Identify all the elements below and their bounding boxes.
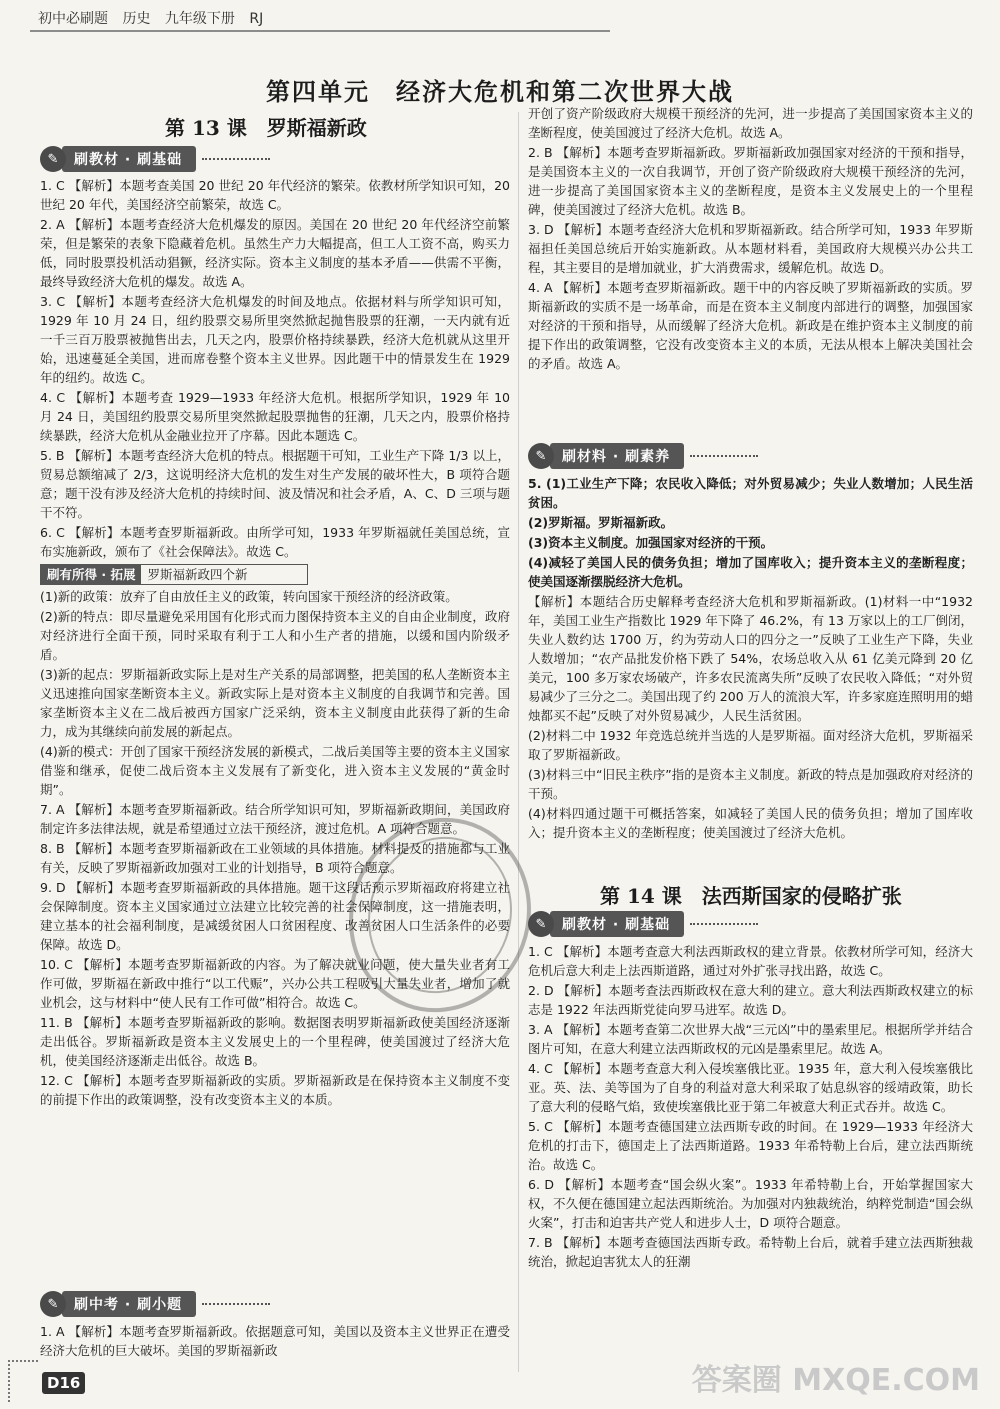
lesson13-title: 第 13 课 罗斯福新政 bbox=[165, 116, 367, 140]
column-divider bbox=[518, 112, 519, 1372]
banner-basic2-label: 刷教材 · 刷基础 bbox=[550, 911, 684, 937]
answer-item: 3. C 【解析】本题考查经济大危机爆发的时间及地点。依据材料与所学知识可知，1929 年 10 月 24 日，纽约股票交易所里突然掀起抛售股票的狂潮，一天内就有近一千三百万股票被抛售出去，几天之内，股票价格持续暴跌，经济大危机就从这里开始，迅速蔓延全美国，进而席卷整个资本主义世界。因此题干中的情景发生在 1929 年的纽约。故选 C。 bbox=[40, 294, 510, 385]
unit-title: 第四单元 经济大危机和第二次世界大战 bbox=[266, 77, 734, 106]
right-column-material bbox=[528, 474, 973, 843]
answer-item: 2. A 【解析】本题考查经济大危机爆发的原因。美国在 20 世纪 20 年代经济空前繁荣，但是繁荣的表象下隐藏着危机。虽然生产力大幅提高，但工人工资不高，购买力低，同时股票投机活动猖獗，经济实际。资本主义制度的基本矛盾——供需不平衡，最终导致经济大危机的爆发。故选 A。 bbox=[40, 217, 510, 289]
expand-tag: 刷有所得 · 拓展 bbox=[41, 565, 141, 584]
answer-item: 2. B 【解析】本题考查罗斯福新政。罗斯福新政加强国家对经济的干预和指导，是美国资本主义的一次自我调节，开创了资产阶级政府大规模干预经济的先河，进一步提高了美国国家资本主义的垄断程度，是资本主义发展史上的一个里程碑，使美国渡过了经济大危机。故选 B。 bbox=[528, 145, 973, 217]
site-watermark: 答案圈 MXQE.COM bbox=[691, 1363, 980, 1398]
answer-item: 1. C 【解析】本题考查美国 20 世纪 20 年代经济的繁荣。依教材所学知识可知，20 世纪 20 年代，美国经济空前繁荣，故选 C。 bbox=[40, 178, 510, 212]
banner-dotted-line bbox=[202, 158, 270, 160]
banner-dotted-line bbox=[690, 923, 758, 925]
answer-item: 8. B 【解析】本题考查罗斯福新政在工业领域的具体措施。材料提及的措施都与工业有关，反映了罗斯福新政加强对工业的计划指导，B 项符合题意。 bbox=[40, 841, 510, 875]
lesson14-title: 第 14 课 法西斯国家的侵略扩张 bbox=[600, 884, 902, 908]
answer-item: 开创了资产阶级政府大规模干预经济的先河，进一步提高了美国国家资本主义的垄断程度，使美国渡过了经济大危机。故选 A。 bbox=[528, 106, 973, 140]
answer-item: 7. A 【解析】本题考查罗斯福新政。结合所学知识可知，罗斯福新政期间，美国政府制定许多法律法规，就是希望通过立法干预经济，渡过危机。A 项符合题意。 bbox=[40, 802, 510, 836]
expand-item: (3)新的起点：罗斯福新政实际上是对生产关系的局部调整，把美国的私人垄断资本主义迅速推向国家垄断资本主义。新政实际上是对资本主义制度的自我调节和完善。国家垄断资本主义在二战后被西方国家广泛采纳，资本主义制度由此获得了新的生命力，成为其继续向前发展的新起点。 bbox=[40, 667, 510, 739]
banner-material bbox=[528, 442, 758, 470]
banner-basic-label: 刷教材 · 刷基础 bbox=[62, 146, 196, 172]
answer-item: 9. D 【解析】本题考查罗斯福新政的具体措施。题干这段话预示罗斯福政府将建立社会保障制度。资本主义国家通过立法建立比较完善的社会保障制度，这一措施表明，建立基本的社会福利制度，是减缓贫困人口贫困程度、改善贫困人口生活条件的必要保障。故选 D。 bbox=[40, 880, 510, 952]
answer-item: 4. C 【解析】本题考查 1929—1933 年经济大危机。根据所学知识，1929 年 10 月 24 日，美国纽约股票交易所里突然掀起股票抛售的狂潮，几天之内，股票价格持续暴跌，经济大危机从金融业拉开了序幕。因此本题选 C。 bbox=[40, 390, 510, 443]
banner-dotted-line bbox=[202, 1303, 270, 1305]
answer-item: 2. D 【解析】本题考查法西斯政权在意大利的建立。意大利法西斯政权建立的标志是 1922 年法西斯党徒向罗马进军。故选 D。 bbox=[528, 983, 973, 1017]
right-column-lesson14 bbox=[528, 942, 973, 1272]
material-answer: (4)减轻了美国人民的债务负担；增加了国库收入；提升资本主义的垄断程度；使美国逐渐摆脱经济大危机。 bbox=[528, 555, 973, 589]
series-name: 初中必刷题 bbox=[38, 11, 108, 27]
pen-icon: ✎ bbox=[528, 443, 554, 469]
material-answer: (3)资本主义制度。加强国家对经济的干预。 bbox=[528, 535, 774, 550]
answer-item: 6. C 【解析】本题考查罗斯福新政。由所学可知，1933 年罗斯福就任美国总统，宣布实施新政，颁布了《社会保障法》。故选 C。 bbox=[40, 525, 510, 559]
material-analysis: 【解析】本题结合历史解释考查经济大危机和罗斯福新政。(1)材料一中“1932 年，美国工业生产指数比 1929 年下降了 46.2%，有 13 万家以上的工厂倒闭，失业人数约达 1700 万，约为劳动人口的四分之一”反映了工业生产下降，失业人数增加；“农产品批发价格下跌了 54%，农场总收入从 61 亿美元降到 20 亿美元，100 多万家农场破产，许多农民流离失所”反映了农民收入降低；“对外贸易减少了三分之二。美国出现了约 200 万人的流浪大军，许多家庭连照明用的蜡烛都买不起”反映了对外贸易减少，人民生活贫困。 bbox=[528, 594, 973, 723]
material-answer: (2)罗斯福。罗斯福新政。 bbox=[528, 515, 674, 530]
material-answer: 5. (1)工业生产下降；农民收入降低；对外贸易减少；失业人数增加；人民生活贫困。 bbox=[528, 476, 973, 510]
right-column-top bbox=[528, 104, 973, 374]
answer-item: 6. D 【解析】本题考查“国会纵火案”。1933 年希特勒上台，开始掌握国家大权，不久便在德国建立起法西斯统治。为加强对内独裁统治，纳粹党制造“国会纵火案”，打击和迫害共产党人和进步人士，D 项符合题意。 bbox=[528, 1177, 973, 1230]
header-rule bbox=[30, 30, 610, 32]
answer-item: 12. C 【解析】本题考查罗斯福新政的实质。罗斯福新政是在保持资本主义制度不变的前提下作出的政策调整，没有改变资本主义的本质。 bbox=[40, 1073, 510, 1107]
banner-exam-label: 刷中考 · 刷小题 bbox=[62, 1291, 196, 1317]
answer-item: 3. A 【解析】本题考查第二次世界大战“三元凶”中的墨索里尼。根据所学并结合图片可知，在意大利建立法西斯政权的元凶是墨索里尼。故选 A。 bbox=[528, 1022, 973, 1056]
answer-item: 3. D 【解析】本题考查经济大危机和罗斯福新政。结合所学可知，1933 年罗斯福担任美国总统后开始实施新政。从本题材料看，美国政府大规模兴办公共工程，其主要目的是增加就业，扩大消费需求，缓解危机。故选 D。 bbox=[528, 222, 973, 275]
answer-item: 7. B 【解析】本题考查德国法西斯专政。希特勒上台后，就着手建立法西斯独裁统治，掀起迫害犹太人的狂潮 bbox=[528, 1235, 973, 1269]
answer-item: 5. C 【解析】本题考查德国建立法西斯专政的时间。在 1929—1933 年经济大危机的打击下，德国走上了法西斯道路。1933 年希特勒上台后，建立法西斯统治。故选 C。 bbox=[528, 1119, 973, 1172]
answer-item: 10. C 【解析】本题考查罗斯福新政的内容。为了解决就业问题，使大量失业者有工作可做，罗斯福在新政中推行“以工代赈”，兴办公共工程吸引大量失业者，增加了就业机会，这与材料中“使人民有工作可做”相符合。故选 C。 bbox=[40, 957, 510, 1010]
expand-item: (2)新的特点：即尽量避免采用国有化形式而力图保持资本主义的自由企业制度，政府对经济进行全面干预，同时采取有利于工人和小生产者的措施，以缓和国内阶级矛盾。 bbox=[40, 609, 510, 662]
banner-dotted-line bbox=[690, 455, 758, 457]
answer-item: 1. A 【解析】本题考查罗斯福新政。依据题意可知，美国以及资本主义世界正在遭受经济大危机的巨大破坏。美国的罗斯福新政 bbox=[40, 1324, 510, 1358]
book-header bbox=[38, 8, 273, 28]
answer-item: 4. C 【解析】本题考查意大利入侵埃塞俄比亚。1935 年，意大利入侵埃塞俄比亚。英、法、美等国为了自身的利益对意大利采取了姑息纵容的绥靖政策，助长了意大利的侵略气焰，致使埃塞俄比亚于第二年被意大利正式吞并。故选 C。 bbox=[528, 1061, 973, 1114]
page-number: D16 bbox=[42, 1372, 85, 1394]
pen-icon: ✎ bbox=[528, 911, 554, 937]
pen-icon: ✎ bbox=[40, 146, 66, 172]
grade-name: 九年级下册 bbox=[164, 11, 235, 27]
banner-basic2 bbox=[528, 910, 758, 938]
material-analysis: (2)材料二中 1932 年竞选总统并当选的人是罗斯福。面对经济大危机，罗斯福采取了罗斯福新政。 bbox=[528, 728, 973, 762]
subject-name: 历史 bbox=[122, 11, 151, 27]
banner-material-label: 刷材料 · 刷素养 bbox=[550, 443, 684, 469]
material-analysis: (4)材料四通过题干可概括答案，如减轻了美国人民的债务负担；增加了国库收入；提升资本主义的垄断程度；使美国渡过了经济大危机。 bbox=[528, 806, 973, 840]
page-corner-frame bbox=[8, 1360, 38, 1402]
banner-exam bbox=[40, 1290, 270, 1318]
expand-item: (4)新的模式：开创了国家干预经济发展的新模式，二战后美国等主要的资本主义国家借鉴和继承，促使二战后资本主义发展有了新变化，进入资本主义发展的“黄金时期”。 bbox=[40, 744, 510, 797]
expand-box bbox=[40, 564, 308, 585]
edition-name: RJ bbox=[249, 11, 264, 27]
pen-icon: ✎ bbox=[40, 1291, 66, 1317]
answer-item: 11. B 【解析】本题考查罗斯福新政的影响。数据图表明罗斯福新政使美国经济逐渐走出低谷。罗斯福新政是资本主义发展史上的一个里程碑，使美国渡过了经济大危机，使美国经济逐渐走出低谷。故选 B。 bbox=[40, 1015, 510, 1068]
answer-item: 4. A 【解析】本题考查罗斯福新政。题干中的内容反映了罗斯福新政的实质。罗斯福新政的实质不是一场革命，而是在资本主义制度内部进行的调整，加强国家对经济的干预和指导，从而缓解了经济大危机。新政是在维护资本主义制度的前提下作出的政策调整，它没有改变资本主义的本质，无法从根本上解决美国社会的矛盾。故选 A。 bbox=[528, 280, 973, 371]
answer-item: 5. B 【解析】本题考查经济大危机的特点。根据题干可知，工业生产下降 1/3 以上，贸易总额缩减了 2/3，这说明经济大危机的发生对生产发展的破坏性大，B 项符合题意；题干没有涉及经济大危机的持续时间、波及情况和社会矛盾，A、C、D 三项与题干不符。 bbox=[40, 448, 510, 520]
answer-item: 1. C 【解析】本题考查意大利法西斯政权的建立背景。依教材所学可知，经济大危机后意大利走上法西斯道路，通过对外扩张寻找出路，故选 C。 bbox=[528, 944, 973, 978]
expand-title: 罗斯福新政四个新 bbox=[147, 567, 248, 582]
left-column-bottom bbox=[40, 1322, 510, 1361]
banner-basic bbox=[40, 145, 270, 173]
material-analysis: (3)材料三中“旧民主秩序”指的是资本主义制度。新政的特点是加强政府对经济的干预。 bbox=[528, 767, 973, 801]
expand-item: (1)新的政策：放弃了自由放任主义的政策，转向国家干预经济的经济政策。 bbox=[40, 589, 458, 604]
